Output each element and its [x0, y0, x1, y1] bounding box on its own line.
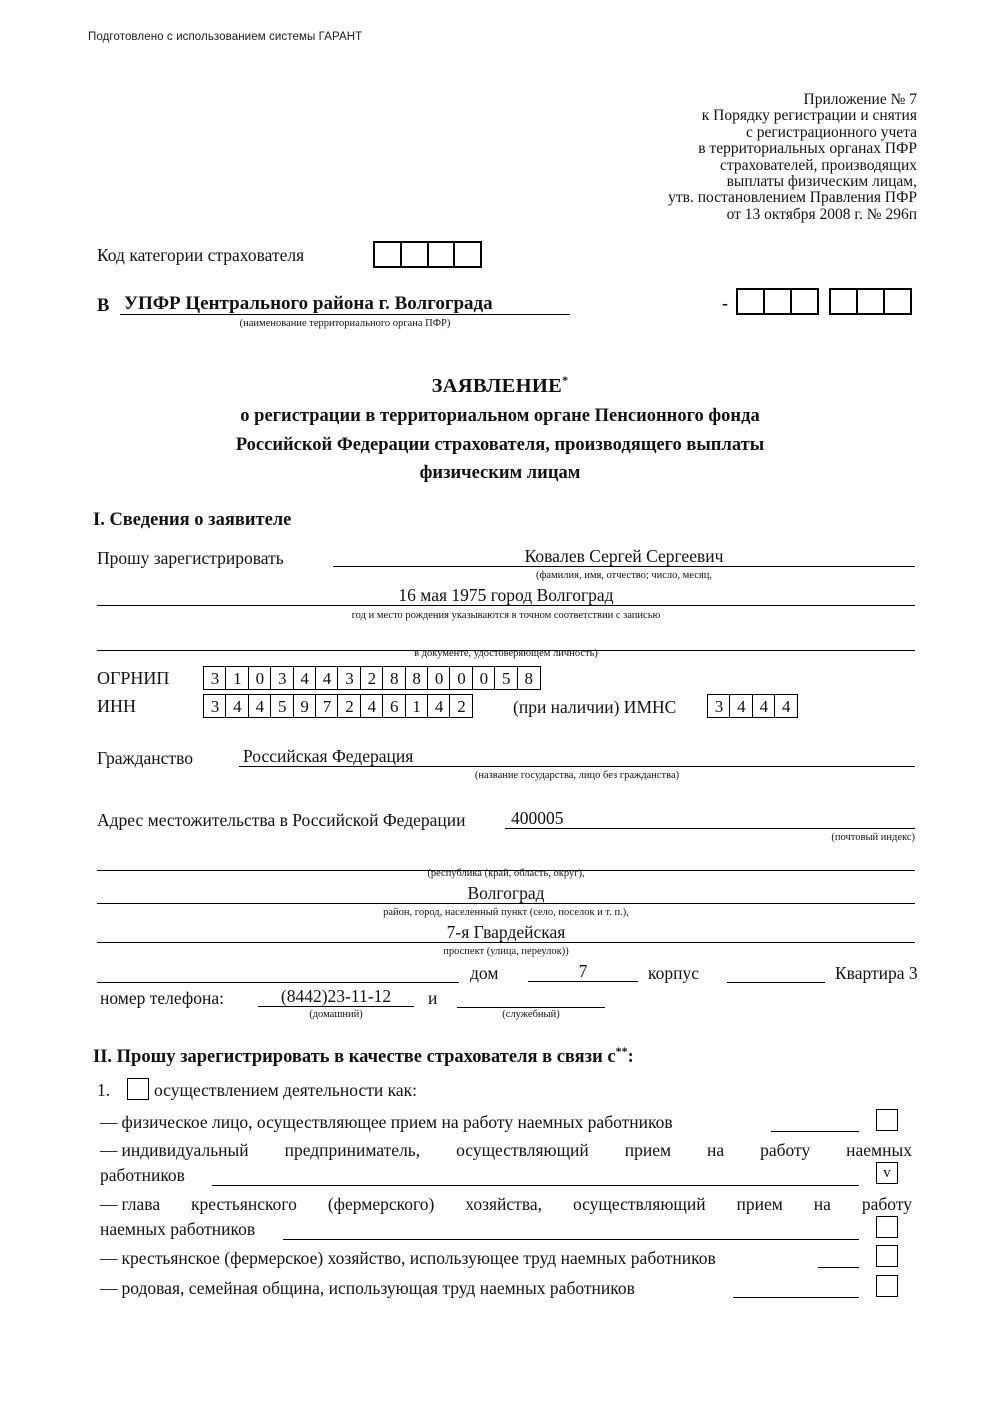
option-5-checkbox[interactable]	[876, 1275, 898, 1297]
ogrnip-digit[interactable]: 2	[360, 666, 384, 690]
category-code-box[interactable]	[427, 241, 456, 268]
option-2-text-line-2: работников	[100, 1165, 185, 1185]
ogrnip-digit[interactable]: 1	[225, 666, 249, 690]
ogrnip-digit[interactable]: 5	[494, 666, 518, 690]
inn-boxes[interactable]	[203, 694, 473, 718]
ogrnip-digit[interactable]: 0	[472, 666, 496, 690]
option-2-dash: —	[100, 1140, 118, 1160]
ogrnip-label: ОГРНИП	[97, 668, 170, 688]
reg-number-box[interactable]	[763, 288, 792, 315]
header-line-2: к Порядку регистрации и снятия	[701, 107, 917, 125]
ogrnip-digit[interactable]: 0	[449, 666, 473, 690]
header-line-5: страхователей, производящих	[719, 156, 917, 174]
phone-work-field[interactable]	[457, 986, 605, 1008]
header-line-4: в территориальных органах ПФР	[698, 140, 917, 158]
ogrnip-boxes[interactable]	[203, 666, 541, 690]
ogrnip-digit[interactable]: 4	[293, 666, 317, 690]
inn-digit[interactable]: 7	[315, 694, 339, 718]
city-field[interactable]: Волгоград	[97, 883, 915, 904]
system-note: Подготовлено с использованием системы ГАРАНТ	[88, 31, 363, 43]
reg-number-box[interactable]	[736, 288, 765, 315]
option-3-row	[100, 1192, 912, 1217]
apartment-label: Квартира 3	[835, 963, 918, 983]
postal-code-field[interactable]: 400005	[505, 808, 915, 829]
category-code-boxes[interactable]	[373, 241, 482, 268]
postal-code-caption: (почтовый индекс)	[831, 832, 915, 843]
imns-digit[interactable]: 4	[752, 694, 776, 718]
reg-number-group-1[interactable]	[736, 288, 819, 315]
birth-field[interactable]: 16 мая 1975 город Волгоград	[97, 585, 915, 606]
page-title-text: ЗАЯВЛЕНИЕ	[431, 374, 563, 397]
birth-caption: год и место рождения указываются в точном соответствии с записью	[351, 610, 661, 621]
header-line-6: выплаты физическим лицам,	[726, 173, 917, 191]
imns-digit[interactable]: 4	[729, 694, 753, 718]
address-extra-field[interactable]	[97, 961, 459, 983]
region-caption: (республика (край, область, округ),	[427, 868, 585, 879]
appendix-header	[668, 92, 917, 223]
option-3-text-line-1	[100, 1192, 912, 1217]
header-line-7: утв. постановлением Правления ПФР	[668, 189, 917, 207]
reg-number-box[interactable]	[883, 288, 912, 315]
imns-digit[interactable]: 3	[707, 694, 731, 718]
citizenship-label: Гражданство	[97, 748, 193, 768]
option-2-checkbox[interactable]: v	[876, 1162, 898, 1184]
city-caption: район, город, населенный пункт (село, поселок и т. п.),	[383, 907, 629, 918]
option-3-line[interactable]	[283, 1220, 859, 1240]
inn-digit[interactable]: 9	[293, 694, 317, 718]
header-line-8: от 13 октября 2008 г. № 296п	[726, 205, 917, 223]
option-5-text: родовая, семейная община, использующая труд наемных работников	[121, 1278, 635, 1298]
section-1-heading: I. Сведения о заявителе	[93, 510, 292, 530]
phone-home-caption: (домашний)	[309, 1009, 363, 1020]
ogrnip-digit[interactable]: 8	[517, 666, 541, 690]
inn-digit[interactable]: 5	[270, 694, 294, 718]
citizenship-field[interactable]: Российская Федерация	[239, 746, 915, 767]
house-field[interactable]: 7	[528, 961, 638, 982]
street-field[interactable]: 7-я Гвардейская	[97, 922, 915, 943]
header-line-1: Приложение № 7	[803, 91, 917, 108]
reg-number-group-2[interactable]	[829, 288, 912, 315]
full-name-caption: (фамилия, имя, отчество; число, месяц,	[536, 570, 712, 581]
house-label: дом	[470, 963, 499, 983]
inn-digit[interactable]: 4	[427, 694, 451, 718]
option-4-checkbox[interactable]	[876, 1245, 898, 1267]
category-code-box[interactable]	[453, 241, 482, 268]
inn-digit[interactable]: 3	[203, 694, 227, 718]
page-title	[0, 373, 1000, 398]
option-2-text-line-1	[100, 1138, 912, 1163]
item-1-label: осуществлением деятельности как:	[154, 1080, 417, 1100]
option-2-row	[100, 1138, 912, 1163]
option-1-text: физическое лицо, осуществляющее прием на работу наемных работников	[121, 1112, 673, 1132]
option-3-text-line-2: наемных работников	[100, 1219, 256, 1239]
inn-digit[interactable]: 6	[382, 694, 406, 718]
ogrnip-digit[interactable]: 3	[270, 666, 294, 690]
section-2-heading-text: II. Прошу зарегистрировать в качестве страхователя в связи с	[93, 1047, 616, 1068]
option-5-line[interactable]	[733, 1278, 859, 1298]
option-3-checkbox[interactable]	[876, 1216, 898, 1238]
option-1-line[interactable]	[771, 1112, 859, 1132]
reg-number-dash: -	[722, 293, 728, 313]
full-name-field[interactable]: Ковалев Сергей Сергеевич	[333, 546, 915, 567]
building-field[interactable]	[727, 961, 825, 983]
inn-digit[interactable]: 1	[405, 694, 429, 718]
upfr-caption: (наименование территориального органа ПФР)	[239, 318, 451, 329]
phone-work-caption: (служебный)	[502, 1009, 560, 1020]
page-subtitle-line-1: о регистрации в территориальном органе Пенсионного фонда	[240, 406, 760, 426]
option-4-dash: —	[100, 1248, 118, 1268]
category-code-label: Код категории страхователя	[97, 245, 305, 265]
item-1-number: 1.	[97, 1080, 111, 1100]
option-3-dash: —	[100, 1194, 118, 1214]
phone-label: номер телефона:	[100, 988, 224, 1008]
item-1-checkbox[interactable]	[127, 1078, 149, 1100]
option-2-line[interactable]	[212, 1166, 859, 1186]
inn-label: ИНН	[97, 696, 136, 716]
imns-digit[interactable]: 4	[774, 694, 798, 718]
ogrnip-digit[interactable]: 3	[203, 666, 227, 690]
section-2-heading-colon: :	[627, 1047, 634, 1068]
ogrnip-digit[interactable]: 8	[382, 666, 406, 690]
category-code-box[interactable]	[400, 241, 429, 268]
upfr-name-field[interactable]: УПФР Центрального района г. Волгограда	[120, 294, 570, 315]
ogrnip-digit[interactable]: 8	[405, 666, 429, 690]
ogrnip-digit[interactable]: 4	[315, 666, 339, 690]
upfr-prefix: В	[97, 296, 110, 316]
option-1-checkbox[interactable]	[876, 1109, 898, 1131]
option-5-dash: —	[100, 1278, 118, 1298]
inn-digit[interactable]: 4	[360, 694, 384, 718]
ogrnip-digit[interactable]: 0	[248, 666, 272, 690]
phone-conjunction: и	[428, 988, 438, 1008]
imns-boxes[interactable]	[707, 694, 798, 718]
page-title-footnote-marker: *	[562, 373, 569, 387]
header-line-3: с регистрационного учета	[745, 123, 917, 141]
section-2-heading	[93, 1044, 634, 1068]
phone-home-field[interactable]: (8442)23-11-12	[258, 986, 414, 1007]
option-3-text: глава крестьянского (фермерского) хозяйства, осуществляющий прием на работу	[121, 1194, 912, 1214]
page-subtitle	[130, 402, 870, 488]
inn-digit[interactable]: 2	[337, 694, 361, 718]
ogrnip-digit[interactable]: 3	[337, 666, 361, 690]
reg-number-box[interactable]	[829, 288, 858, 315]
inn-digit[interactable]: 2	[449, 694, 473, 718]
option-2-text: индивидуальный предприниматель, осуществляющий прием на работу наемных	[121, 1140, 912, 1160]
street-caption: проспект (улица, переулок))	[443, 946, 569, 957]
option-4-text: крестьянское (фермерское) хозяйство, использующее труд наемных работников	[121, 1248, 716, 1268]
option-5-row	[100, 1276, 635, 1301]
option-4-line[interactable]	[818, 1248, 859, 1268]
citizenship-caption: (название государства, лицо без гражданства)	[474, 770, 680, 781]
reg-number-box[interactable]	[856, 288, 885, 315]
document-caption: в документе, удостоверяющем личность)	[414, 648, 598, 659]
inn-digit[interactable]: 4	[248, 694, 272, 718]
reg-number-box[interactable]	[790, 288, 819, 315]
page-subtitle-line-2: Российской Федерации страхователя, производящего выплаты	[235, 434, 765, 455]
ogrnip-digit[interactable]: 0	[427, 666, 451, 690]
imns-label: (при наличии) ИМНС	[513, 697, 677, 717]
section-2-footnote-marker: **	[615, 1044, 628, 1058]
building-label: корпус	[648, 963, 699, 983]
inn-digit[interactable]: 4	[225, 694, 249, 718]
option-4-row	[100, 1246, 716, 1271]
request-label: Прошу зарегистрировать	[97, 548, 284, 568]
page-subtitle-line-3: физическим лицам	[419, 463, 581, 483]
address-label: Адрес местожительства в Российской Федерации	[97, 810, 466, 830]
option-1-dash: —	[100, 1112, 118, 1132]
category-code-box[interactable]	[373, 241, 402, 268]
option-1-row	[100, 1110, 673, 1135]
